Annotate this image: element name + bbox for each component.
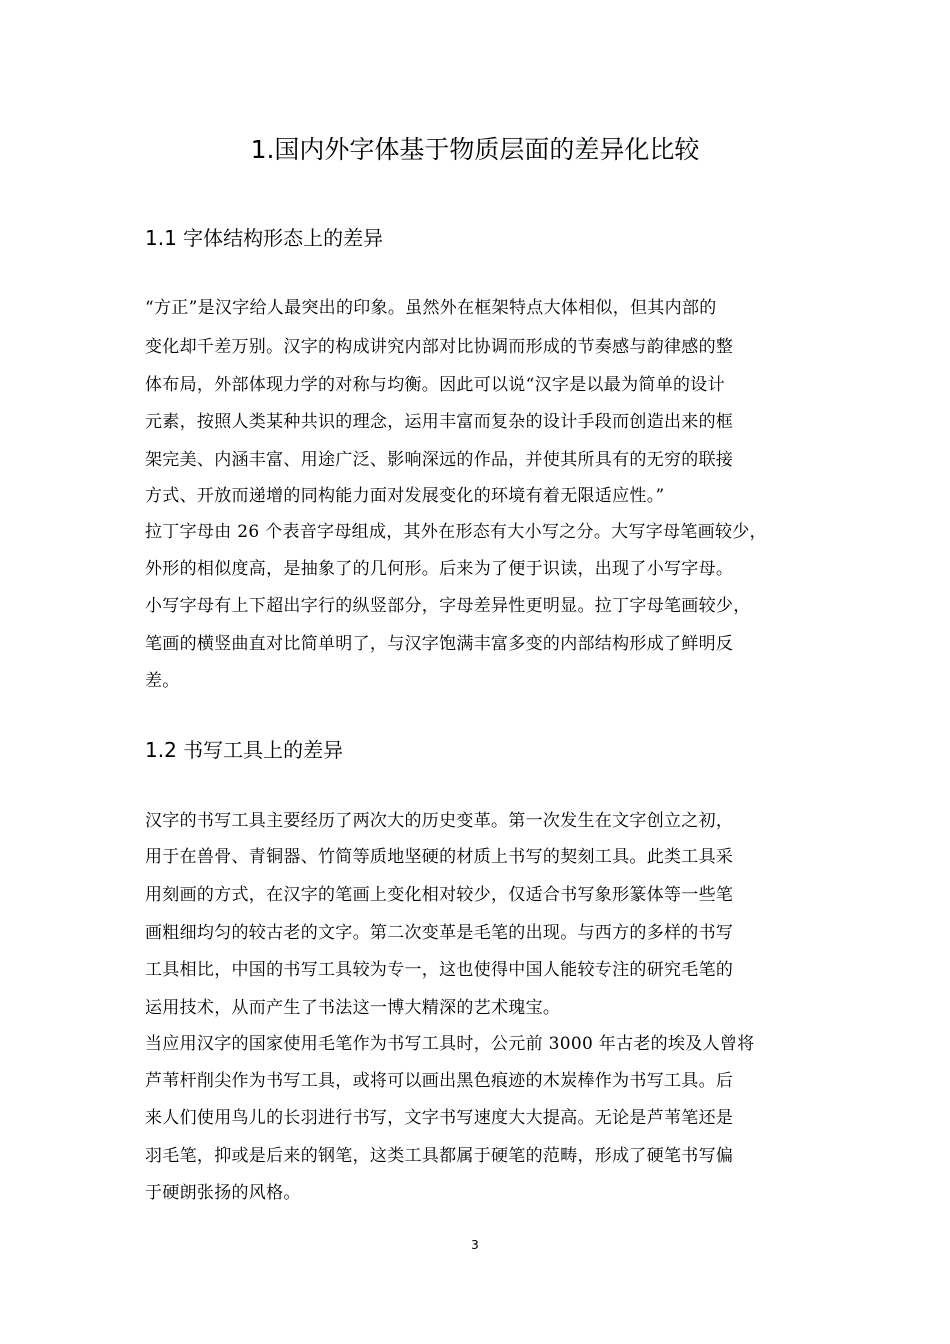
paragraph-line: 外形的相似度高，是抽象了的几何形。后来为了便于识读，出现了小写字母。 [145, 559, 734, 579]
page-number: 3 [471, 1238, 479, 1252]
paragraph-line: 体布局，外部体现力学的对称与均衡。因此可以说“汉字是以最为简单的设计 [145, 375, 725, 395]
paragraph-line: 于硬朗张扬的风格。 [145, 1183, 301, 1203]
paragraph-line: 小写字母有上下超出字行的纵竖部分，字母差异性更明显。拉丁字母笔画较少， [145, 596, 751, 616]
paragraph-line: 差。 [145, 671, 180, 691]
paragraph-line: 汉字的书写工具主要经历了两次大的历史变革。第一次发生在文字创立之初， [145, 811, 734, 831]
paragraph-line: 当应用汉字的国家使用毛笔作为书写工具时，公元前 3000 年古老的埃及人曾将 [145, 1034, 755, 1054]
paragraph-line: 架完美、内涵丰富、用途广泛、影响深远的作品，并使其所具有的无穷的联接 [145, 450, 734, 470]
paragraph-line: 用刻画的方式，在汉字的笔画上变化相对较少，仅适合书写象形篆体等一些笔 [145, 885, 734, 905]
paragraph-line: 笔画的横竖曲直对比简单明了，与汉字饱满丰富多变的内部结构形成了鲜明反 [145, 634, 734, 654]
paragraph-line: 芦苇杆削尖作为书写工具，或将可以画出黑色痕迹的木炭棒作为书写工具。后 [145, 1071, 734, 1091]
paragraph-line: “方正”是汉字给人最突出的印象。虽然外在框架特点大体相似，但其内部的 [145, 298, 717, 318]
paragraph-line: 拉丁字母由 26 个表音字母组成，其外在形态有大小写之分。大写字母笔画较少， [145, 522, 767, 542]
paragraph-line: 元素，按照人类某种共识的理念，运用丰富而复杂的设计手段而创造出来的框 [145, 412, 734, 432]
page-title: 1.国内外字体基于物质层面的差异化比较 [250, 135, 700, 164]
section-heading: 1.1 字体结构形态上的差异 [145, 226, 384, 250]
paragraph-line: 变化却千差万别。汉字的构成讲究内部对比协调而形成的节奏感与韵律感的整 [145, 337, 734, 357]
section-heading: 1.2 书写工具上的差异 [145, 738, 344, 762]
paragraph-line: 运用技术，从而产生了书法这一博大精深的艺术瑰宝。 [145, 998, 561, 1018]
paragraph-line: 画粗细均匀的较古老的文字。第二次变革是毛笔的出现。与西方的多样的书写 [145, 923, 734, 943]
paragraph-line: 方式、开放而递增的同构能力面对发展变化的环境有着无限适应性。” [145, 486, 665, 506]
paragraph-line: 来人们使用鸟儿的长羽进行书写，文字书写速度大大提高。无论是芦苇笔还是 [145, 1108, 734, 1128]
paragraph-line: 羽毛笔，抑或是后来的钢笔，这类工具都属于硬笔的范畴，形成了硬笔书写偏 [145, 1146, 734, 1166]
paragraph-line: 工具相比，中国的书写工具较为专一，这也使得中国人能较专注的研究毛笔的 [145, 960, 734, 980]
paragraph-line: 用于在兽骨、青铜器、竹简等质地坚硬的材质上书写的契刻工具。此类工具采 [145, 847, 734, 867]
